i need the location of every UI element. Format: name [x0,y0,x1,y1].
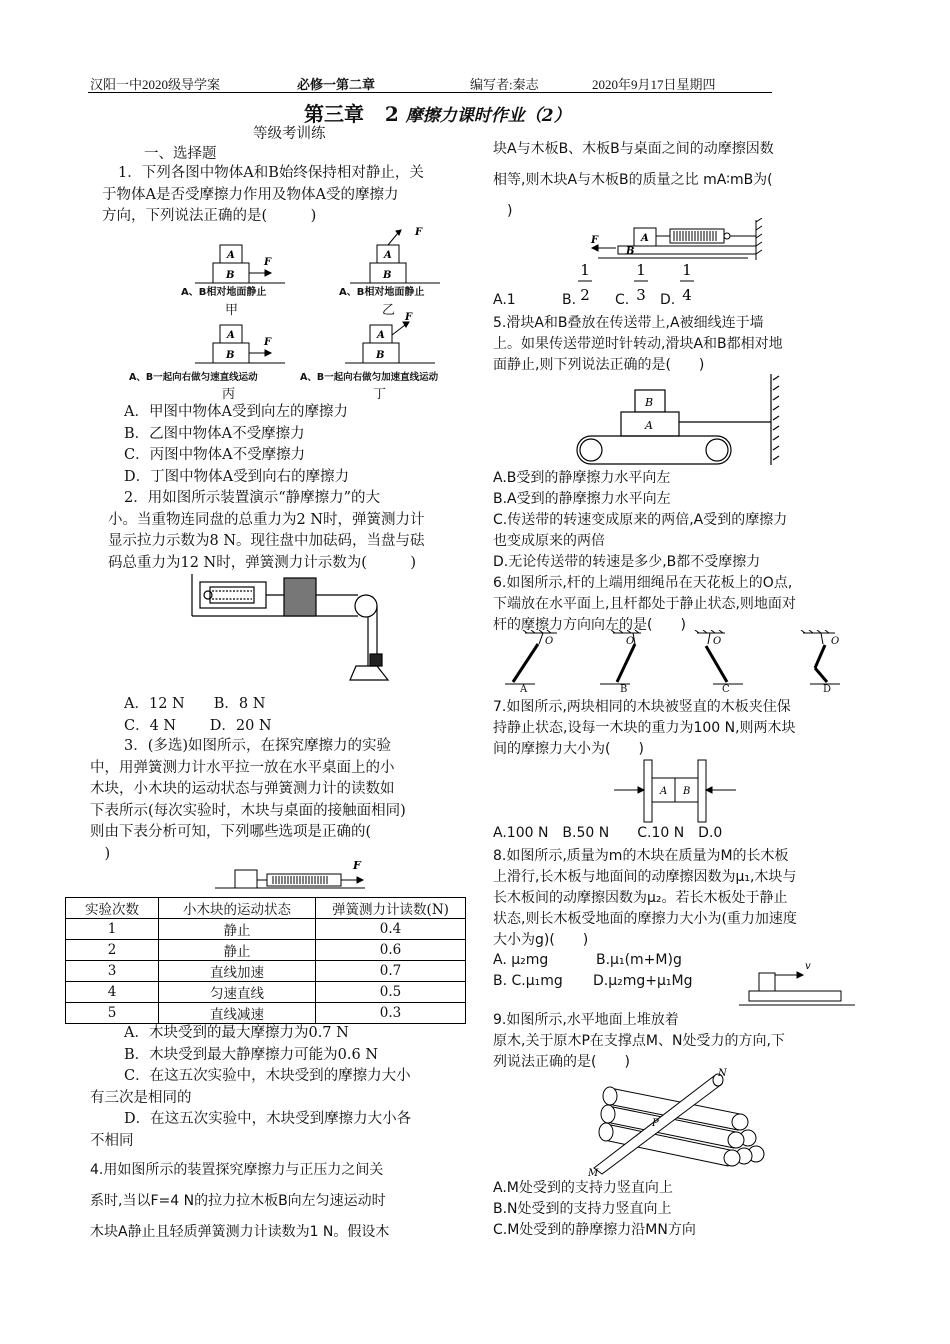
svg-text:P: P [652,1118,659,1129]
svg-text:O: O [626,636,635,647]
q4-apparatus [588,218,768,266]
q7-stem: 7.如图所示,两块相同的木块被竖直的木板夹住保 持静止状态,设每一木块的重力为100 N,则两木块 间的摩擦力大小为( ) [493,699,796,757]
svg-text:N: N [718,1068,727,1079]
q1-fig4-caption: A、B一起向右做匀加速直线运动 [300,372,439,383]
svg-text:F: F [591,235,599,246]
q3-options: A．木块受到的最大摩擦力为0.7 N B．木块受到最大静摩擦力可能为0.6 N C．在这五次实验中，木块受到的摩擦力大小 有三次是相同的 D．在这五次实验中，木块受到摩擦力大小各 不相同 [124,1023,470,1152]
svg-text:M: M [588,1168,599,1178]
svg-text:B: B [383,270,392,281]
svg-text:3: 3 [636,286,646,304]
svg-text:F: F [353,859,361,872]
option[interactable]: A.B受到的静摩擦力水平向左 [493,470,671,486]
option[interactable]: C．4 N D．20 N [124,717,272,734]
svg-text:2: 2 [580,286,590,304]
table-row: 1 静止 0.4 [66,919,466,940]
svg-text:F: F [264,257,272,268]
svg-text:A: A [641,233,649,244]
option[interactable]: C．丙图中物体A不受摩擦力 [124,447,306,463]
q9-stem: 9.如图所示,水平地面上堆放着 原木,关于原木P在支撑点M、N处受力的方向,下 列说法正确的是( ) [493,1012,785,1070]
q7-options[interactable]: A.100 N B.50 N C.10 N D.0 [493,825,723,841]
svg-text:F: F [405,312,413,323]
q1-fig1-caption: A、B相对地面静止 [181,287,267,298]
q3-apparatus [215,855,375,895]
q2-stem: 2．用如图所示装置演示“静摩擦力”的大 小。当重物连同盘的总重力为2 N时，弹簧测力计 显示拉力示数为8 N。现往盘中加砝码，当盘与砝 码总重力为12 N时，弹簧测力计示数为( ) [108,490,425,571]
q4-fractions [575,260,705,310]
q5-conveyor [573,372,783,467]
q3-table: 实验次数 小木块的运动状态 弹簧测力计读数(N) 1 静止 0.4 2 静止 0.6 3 直线加速 0.7 4 匀速直线 0.5 5 直线减速 0.3 [65,897,466,1024]
option[interactable]: C.M处受到的静摩擦力沿MN方向 [493,1222,696,1238]
q6-stem: 6.如图所示,杆的上端用细绳吊在天花板上的O点, 下端放在水平面上,且杆都处于静止状态,则地面对 杆的摩擦力方向向左的是( ) [493,575,796,633]
option[interactable]: A．木块受到的最大摩擦力为0.7 N [124,1025,349,1041]
svg-text:A: A [227,330,235,341]
q6-label-b: B [620,684,628,695]
q4-option-b[interactable]: B. [562,292,577,308]
svg-text:A: A [377,330,385,341]
q1-options [124,402,349,488]
q8-option-a[interactable]: A. μ₂mg [493,952,549,968]
q5-options: A.B受到的静摩擦力水平向左 B.A受到的静摩擦力水平向左 C.传送带的转速变成原来的两倍,A受到的摩擦力 也变成原来的两倍 D.无论传送带的转速是多少,B都不受摩擦力 [493,468,873,573]
q8-stem: 8.如图所示,质量为m的木块在质量为M的长木板 上滑行,长木板与地面间的动摩擦因数为μ₁,木块与 长木板间的动摩擦因数为μ₂。若长木板处于静止 状态,则长木板受地面的摩擦力大小为(重力加速度 大小为g)( ) [493,848,797,948]
header-book: 必修一第二章 [297,77,376,92]
q1-fig3-caption: A、B一起向右做匀速直线运动 [129,372,258,383]
page-title: 第三章 2 摩擦力课时作业（2） [304,102,571,126]
q7-clamp [610,758,740,828]
svg-text:A: A [384,250,392,261]
svg-text:4: 4 [682,286,692,304]
header-author: 编写者:秦志 [470,77,539,92]
option[interactable]: A．12 N B．8 N [124,696,266,712]
svg-text:B: B [376,350,385,361]
q8-option-d[interactable]: D.μ₂mg+μ₁Mg [593,973,693,989]
svg-text:B: B [683,786,691,797]
svg-text:A: A [660,786,668,797]
q8-block-on-board [735,955,860,1010]
q6-label-d: D [823,684,832,695]
q1-fig2-caption: A、B相对地面静止 [339,287,425,298]
q1-fig4-label: 丁 [373,387,387,402]
svg-text:B: B [626,246,635,257]
q1-fig1-label: 甲 [225,303,239,318]
svg-text:F: F [264,337,272,348]
option[interactable]: A.M处受到的支持力竖直向上 [493,1180,673,1196]
section-heading: 一、选择题 [144,146,217,162]
svg-text:B: B [226,270,235,281]
option[interactable]: B．乙图中物体A不受摩擦力 [124,425,305,442]
q9-options [493,1178,873,1241]
q8-option-c[interactable]: B. C.μ₁mg [493,973,563,989]
table-row: 5 直线减速 0.3 [66,1003,466,1024]
option[interactable]: B．木块受到最大静摩擦力可能为0.6 N [124,1046,379,1063]
q8-option-b[interactable]: B.μ₁(m+M)g [596,952,682,968]
table-row: 2 静止 0.6 [66,940,466,961]
q4-stem-right: 块A与木板B、木板B与桌面之间的动摩擦因数 相等,则木块A与木板B的质量之比 mA∶mB为( ) [493,141,774,219]
option[interactable]: B.N处受到的支持力竖直向上 [493,1201,672,1217]
option[interactable]: D．在这五次实验中，木块受到摩擦力大小各 [124,1111,412,1127]
svg-text:1: 1 [580,261,590,279]
svg-text:B: B [645,396,654,409]
header-school: 汉阳一中2020级导学案 [90,77,221,92]
q9-logs [580,1068,780,1178]
svg-text:A: A [227,250,235,261]
q2-apparatus [188,572,408,682]
option[interactable]: A．甲图中物体A受到向左的摩擦力 [124,404,348,420]
svg-text:O: O [713,636,722,647]
q4-stem-left: 4.用如图所示的装置探究摩擦力与正压力之间关 系时,当以F=4 N的拉力拉木板B向左匀速运动时 木块A静止且轻质弹簧测力计读数为1 N。假设木 [90,1162,390,1240]
header-rule [88,92,772,93]
q2-options [124,694,272,737]
option[interactable]: B.A受到的静摩擦力水平向左 [493,491,671,507]
q6-rods [505,630,850,700]
svg-text:B: B [226,350,235,361]
svg-text:1: 1 [682,261,692,279]
option[interactable]: D．丁图中物体A受到向右的摩擦力 [124,468,350,485]
svg-text:O: O [831,636,840,647]
subtitle: 等级考训练 [253,126,326,142]
q4-option-a[interactable]: A.1 [493,292,516,308]
table-row: 3 直线加速 0.7 [66,961,466,982]
option[interactable]: C．在这五次实验中，木块受到的摩擦力大小 [124,1068,411,1084]
q6-label-a: A [520,684,528,695]
header-date: 2020年9月17日星期四 [592,77,716,92]
q1-stem: 1．下列各图中物体A和B始终保持相对静止，关 于物体A是否受摩擦力作用及物体A受的摩擦力 方向，下列说法正确的是( ) [102,165,424,224]
q4-option-d[interactable]: D. [660,292,676,308]
q4-option-c[interactable]: C. [615,292,630,308]
svg-text:1: 1 [636,261,646,279]
q5-stem: 5.滑块A和B叠放在传送带上,A被细线连于墙 上。如果传送带逆时针转动,滑块A和B都相对地 面静止,则下列说法正确的是( ) [493,315,783,373]
svg-text:v: v [805,961,811,972]
svg-text:F: F [415,227,423,238]
svg-text:A: A [645,419,653,432]
q6-label-c: C [722,684,730,695]
option[interactable]: D.无论传送带的转速是多少,B都不受摩擦力 [493,554,761,570]
option[interactable]: C.传送带的转速变成原来的两倍,A受到的摩擦力 [493,512,788,528]
q3-stem: 3．(多选)如图所示，在探究摩擦力的实验 中，用弹簧测力计水平拉一放在水平桌面上的小 木块，小木块的运动状态与弹簧测力计的读数如 下表所示(每次实验时，木块与桌面的接触面相同) 则由下表分析可知，下列哪些选项是正确的( ) [90,738,406,862]
table-row: 4 匀速直线 0.5 [66,982,466,1003]
q1-fig2-label: 乙 [382,303,396,318]
svg-text:O: O [545,636,554,647]
q1-fig3-label: 丙 [222,387,236,402]
